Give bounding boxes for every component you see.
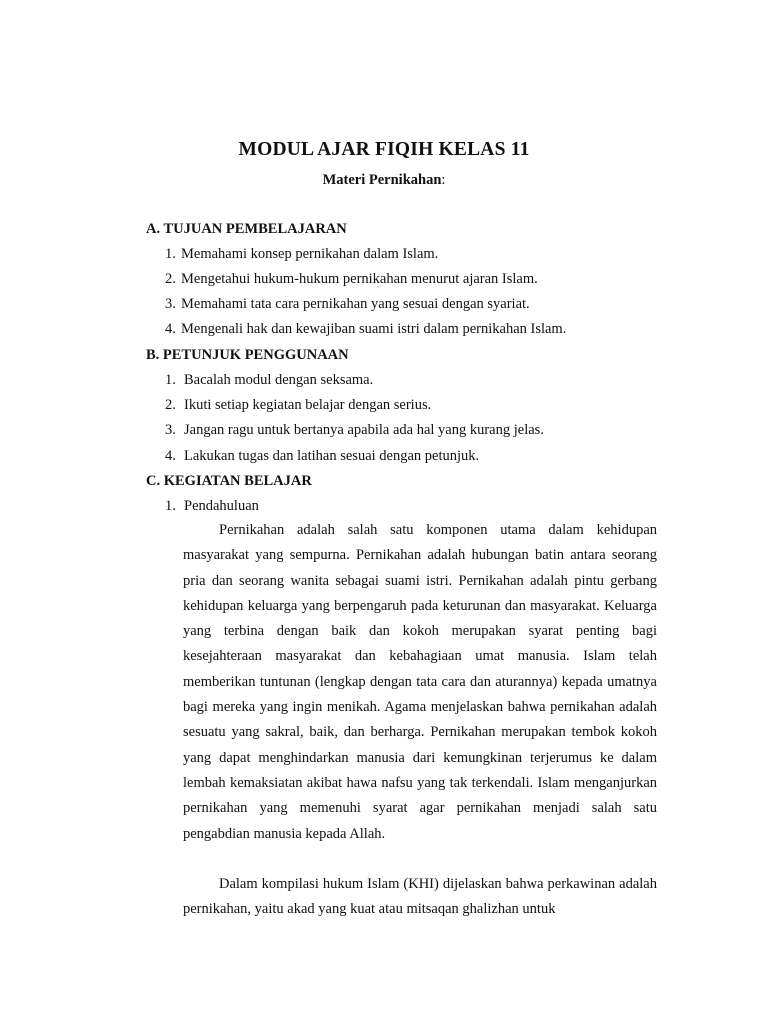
- list-item-text: Ikuti setiap kegiatan belajar dengan serius.: [184, 397, 432, 413]
- list-item-text: Memahami konsep pernikahan dalam Islam.: [181, 246, 439, 262]
- list-item-text: Lakukan tugas dan latihan sesuai dengan petunjuk.: [184, 448, 480, 464]
- list-item-number: 1.: [165, 246, 176, 262]
- list-item-number: 3.: [165, 296, 176, 312]
- paragraph-khi: Dalam kompilasi hukum Islam (KHI) dijelaskan bahwa perkawinan adalah pernikahan, yaitu akad yang kuat atau mitsaqan ghalizhan untuk: [183, 876, 657, 918]
- list-item-number: 1.: [165, 372, 176, 388]
- document-subtitle: [0, 172, 768, 189]
- section-heading-petunjuk: B. PETUNJUK PENGGUNAAN: [146, 347, 349, 363]
- list-item-text: Mengenali hak dan kewajiban suami istri dalam pernikahan Islam.: [181, 321, 567, 337]
- list-item-text: Bacalah modul dengan seksama.: [184, 372, 374, 388]
- list-item: [165, 271, 538, 288]
- paragraph-pendahuluan: Pernikahan adalah salah satu komponen utama dalam kehidupan masyarakat yang sempurna. Pernikahan adalah hubungan batin antara seorang pria dan seorang wanita sebagai suami istri. Pernikahan adalah pintu gerbang kehidupan keluarga yang berpengaruh pada keturunan dan masyarakat. Keluarga yang terbina dengan baik dan kokoh merupakan syarat penting bagi kesejahteraan masyarakat dan kebahagiaan umat manusia. Islam telah memberikan tuntunan (lengkap dengan tata cara dan aturannya) kepada umatnya bagi mereka yang ingin menikah. Agama menjelaskan bahwa pernikahan adalah sesuatu yang sakral, baik, dan berharga. Pernikahan merupakan tembok kokoh yang dapat menghindarkan manusia dari kemungkinan terjerumus ke dalam lembah kemaksiatan akibat hawa nafsu yang tak terkendali. Islam menganjurkan pernikahan yang memenuhi syarat agar pernikahan menjadi salah satu pengabdian manusia kepada Allah.: [183, 522, 657, 842]
- list-item: [165, 372, 373, 389]
- list-item-number: 3.: [165, 422, 176, 438]
- list-item: [165, 321, 566, 338]
- list-item-number: 1.: [165, 498, 176, 514]
- list-item-text: Mengetahui hukum-hukum pernikahan menurut ajaran Islam.: [181, 271, 538, 287]
- list-item-text: Jangan ragu untuk bertanya apabila ada hal yang kurang jelas.: [184, 422, 544, 438]
- list-item-text: Pendahuluan: [184, 498, 259, 514]
- list-item-number: 4.: [165, 321, 176, 337]
- list-item: [165, 422, 544, 439]
- subtitle-text: Materi Pernikahan: [322, 172, 442, 188]
- document-title: MODUL AJAR FIQIH KELAS 11: [238, 139, 530, 160]
- list-item: [165, 498, 259, 515]
- section-heading-tujuan: A. TUJUAN PEMBELAJARAN: [146, 221, 347, 237]
- list-item: [165, 397, 431, 414]
- list-item-text: Memahami tata cara pernikahan yang sesuai dengan syariat.: [181, 296, 530, 312]
- list-item-number: 2.: [165, 271, 176, 287]
- list-item-number: 2.: [165, 397, 176, 413]
- list-item: [165, 296, 530, 313]
- list-item-number: 4.: [165, 448, 176, 464]
- list-item: [165, 448, 479, 465]
- section-heading-kegiatan: C. KEGIATAN BELAJAR: [146, 473, 312, 489]
- list-item: [165, 246, 438, 263]
- subtitle-suffix: :: [441, 172, 446, 188]
